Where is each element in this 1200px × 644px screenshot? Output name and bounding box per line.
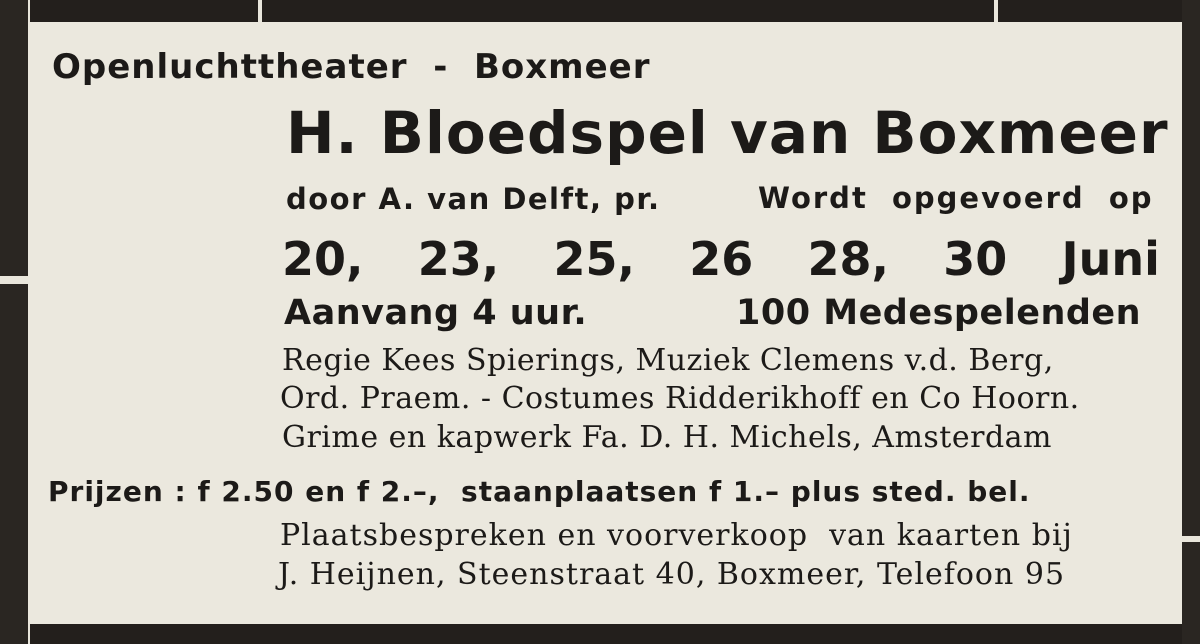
start-time: Aanvang 4 uur. [284,293,588,333]
date-item: 23, [417,232,500,286]
performed-on-line: Wordt opgevoerd op [758,181,1154,215]
border-gap [994,0,998,22]
border-right [1182,0,1200,644]
border-top [30,0,1182,22]
date-item: 25, [553,232,635,286]
date-item: 28, [807,232,890,286]
date-item: 26 [689,232,754,286]
credit-line: Ord. Praem. - Costumes Ridderikhoff en Co Hoorn. [280,381,1080,416]
border-bottom [30,624,1182,644]
booking-line: Plaatsbespreken en voorverkoop van kaarten bij [280,518,1073,553]
venue-heading: Openluchttheater - Boxmeer [52,47,651,87]
cast-count: 100 Medespelenden [736,293,1142,333]
play-title: H. Bloedspel van Boxmeer [286,99,1169,167]
border-gap [258,0,262,22]
performance-dates [282,234,1160,284]
date-item: 30 [943,232,1008,286]
border-gap [0,276,28,284]
date-month: Juni [1061,232,1160,286]
booking-line: J. Heijnen, Steenstraat 40, Boxmeer, Telefoon 95 [278,557,1066,592]
border-left [0,0,28,644]
credit-line: Regie Kees Spierings, Muziek Clemens v.d. Berg, [282,343,1054,378]
credit-line: Grime en kapwerk Fa. D. H. Michels, Amsterdam [282,420,1052,455]
author-line: door A. van Delft, pr. [286,182,661,216]
prices-line: Prijzen : f 2.50 en f 2.–, staanplaatsen f 1.– plus sted. bel. [48,475,1031,508]
date-item: 20, [282,232,364,286]
border-gap [1182,536,1200,542]
